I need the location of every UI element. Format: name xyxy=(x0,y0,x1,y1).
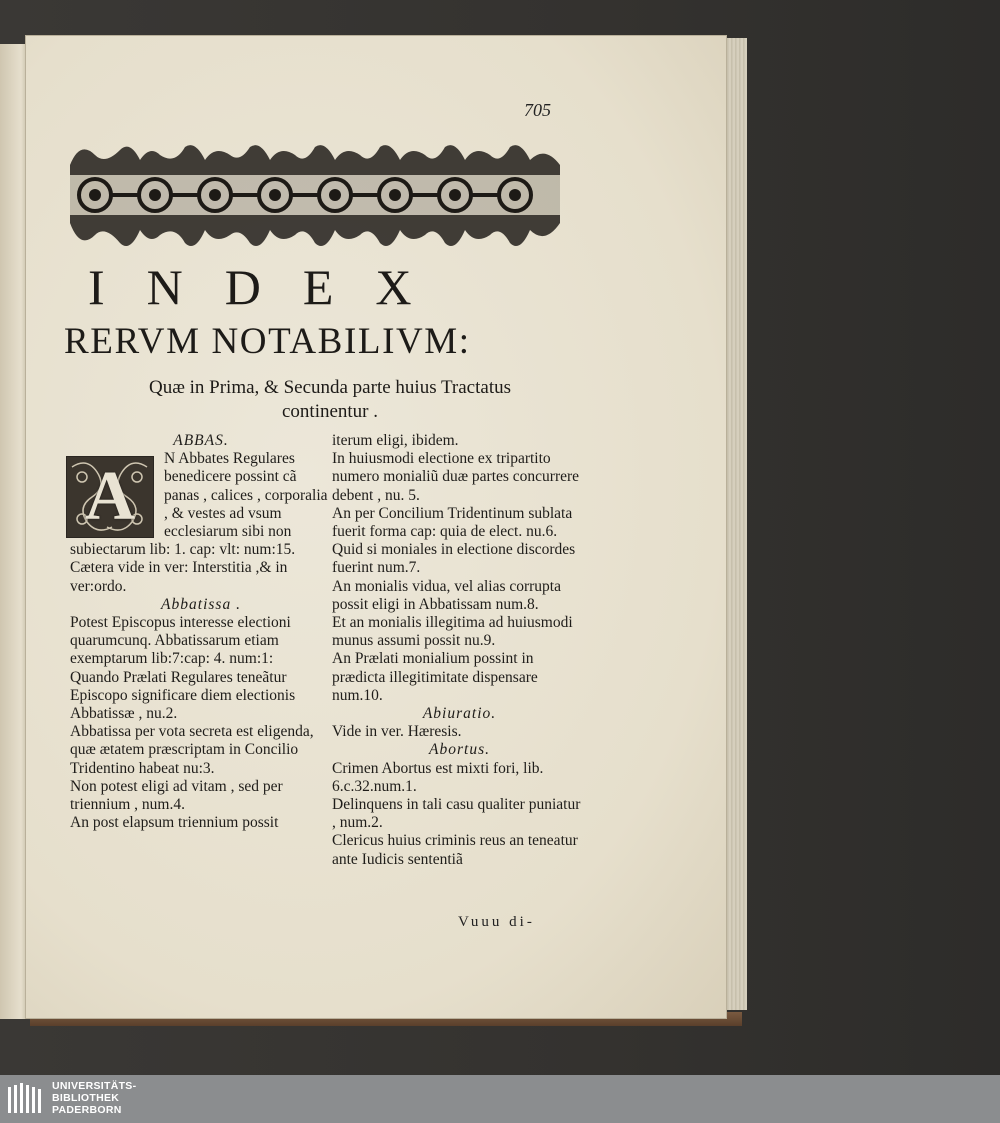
library-logo-icon xyxy=(6,1081,46,1117)
title-index: INDEX xyxy=(88,259,454,315)
subtitle xyxy=(110,376,550,424)
entry-right-7: An Prælati monialium possint in prædicta illegitimitate dispensare num.10. xyxy=(332,650,538,704)
footer-bar xyxy=(0,1075,1000,1123)
footer-library-name xyxy=(52,1080,136,1116)
entry-right-2: In huiusmodi electione ex tripartito numero monialiũ duæ partes concurrere debent , nu. 5. xyxy=(332,450,580,504)
ornament-band-icon xyxy=(65,135,565,255)
footer-line-1: UNIVERSITÄTS- xyxy=(52,1080,137,1092)
heading-abiuratio: Abiuratio. xyxy=(422,705,497,723)
subtitle-line-1: Quæ in Prima, & Secunda parte huius Tractatus xyxy=(148,377,512,398)
entry-abbatissa-1: Potest Episcopus interesse electioni quarumcunq. Abbatissarum etiam exemptarum lib:7:cap: 4. num:1: xyxy=(70,614,291,668)
title-rerum-notabilium: RERVM NOTABILIVM: xyxy=(64,321,471,362)
entry-abiuratio-1: Vide in ver. Hæresis. xyxy=(332,723,462,741)
heading-abbatissa: Abbatissa . xyxy=(161,595,241,613)
entry-right-4: Quid si moniales in electione discordes fuerint num.7. xyxy=(332,541,576,577)
entry-right-1: iterum eligi, ibidem. xyxy=(332,432,459,449)
entry-abbas-2: Cætera vide in ver: Interstitia ,& in ver:ordo. xyxy=(70,559,288,595)
drop-cap-ornament-icon xyxy=(66,456,154,538)
subtitle-line-2: continentur . xyxy=(281,401,379,422)
entry-abbas-1: N Abbates Regulares benedicere possint cã panas , calices , corporalia , & vestes ad vsum ecclesiarum sibi non subiectarum lib: 1. cap: vlt: num:15. xyxy=(70,450,328,559)
entry-abbatissa-4: Non potest eligi ad vitam , sed per triennium , num.4. xyxy=(70,777,283,814)
heading-abortus: Abortus. xyxy=(429,741,490,759)
entry-abortus-2: Delinquens in tali casu qualiter puniatur , num.2. xyxy=(332,796,581,832)
page-number: 705 xyxy=(524,100,551,120)
entry-abortus-3: Clericus huius criminis reus an teneatur ante Iudicis sententiã xyxy=(332,832,578,868)
drop-cap-letter: A xyxy=(84,458,136,536)
left-column xyxy=(70,432,332,832)
signature-mark: Vuuu di- xyxy=(458,914,535,930)
heading-abbas: ABBAS. xyxy=(173,432,229,449)
footer-line-3: PADERBORN xyxy=(52,1104,122,1116)
entry-right-5: An monialis vidua, vel alias corrupta possit eligi in Abbatissam num.8. xyxy=(332,577,561,613)
entry-abbatissa-3: Abbatissa per vota secreta est eligenda, quæ ætatem præscriptam in Concilio Tridentino habeat nu:3. xyxy=(70,723,314,777)
entry-abortus-1: Crimen Abortus est mixti fori, lib. 6.c.32.num.1. xyxy=(332,759,544,795)
entry-abbatissa-5: An post elapsum triennium possit xyxy=(70,814,279,832)
footer-line-2: BIBLIOTHEK xyxy=(52,1092,120,1104)
right-column xyxy=(332,432,587,869)
entry-right-6: Et an monialis illegitima ad huiusmodi munus assumi possit nu.9. xyxy=(332,614,573,650)
entry-right-3: An per Concilium Tridentinum sublata fuerit forma cap: quia de elect. nu.6. xyxy=(332,504,573,541)
entry-abbatissa-2: Quando Prælati Regulares teneãtur Episcopo significare diem electionis Abbatissæ , nu.2. xyxy=(70,668,296,723)
